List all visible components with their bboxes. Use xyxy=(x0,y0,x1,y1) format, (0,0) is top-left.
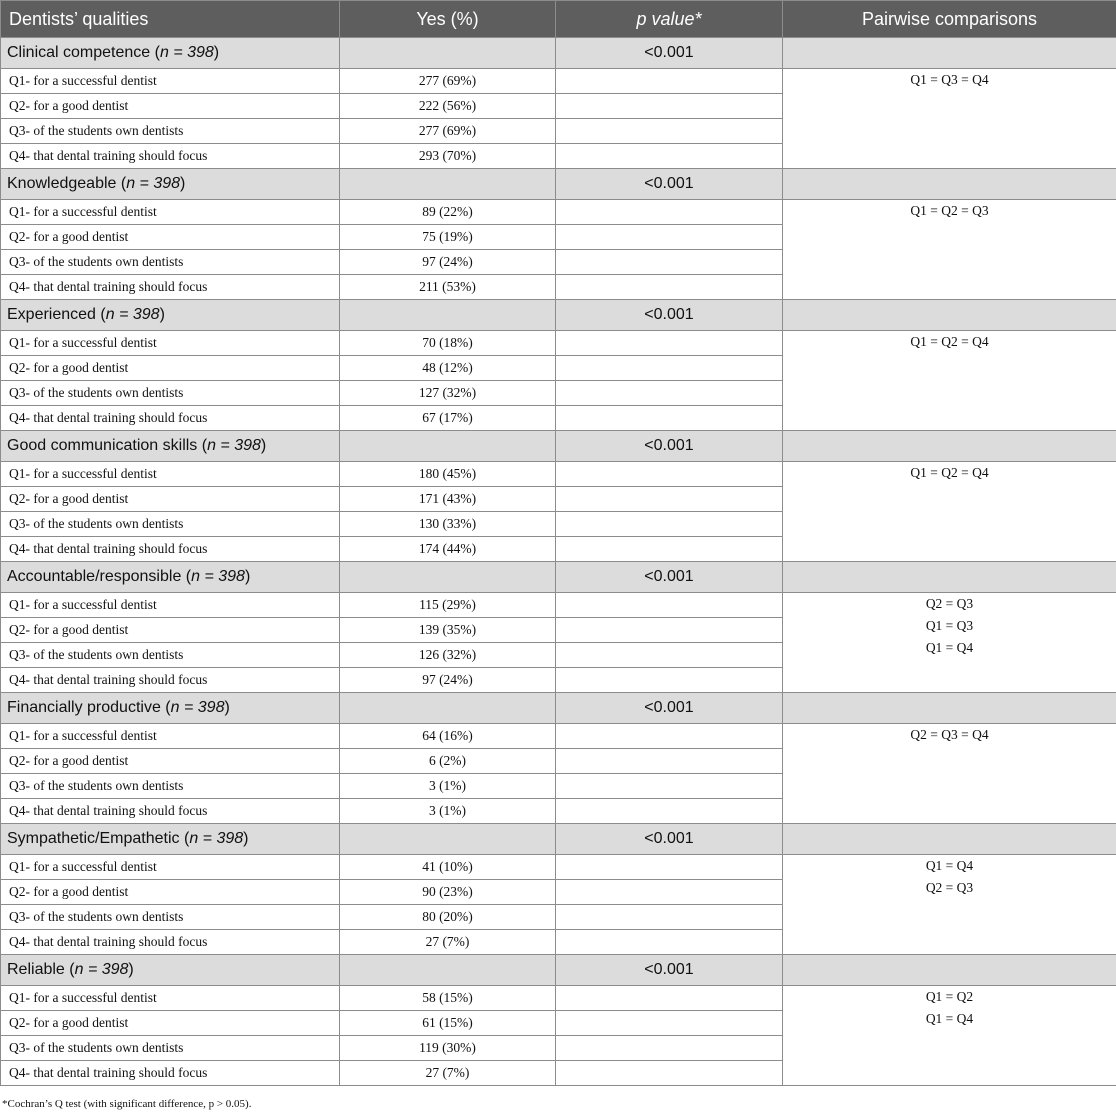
pairwise-cell xyxy=(783,69,1116,169)
yes-value: 130 (33%) xyxy=(340,512,556,537)
yes-value: 3 (1%) xyxy=(340,774,556,799)
pairwise-cell xyxy=(783,331,1116,431)
yes-value: 277 (69%) xyxy=(340,119,556,144)
yes-value: 119 (30%) xyxy=(340,1036,556,1061)
question-label: Q2- for a good dentist xyxy=(1,749,340,774)
p-value-cell xyxy=(556,275,783,300)
question-label: Q4- that dental training should focus xyxy=(1,1061,340,1086)
yes-value: 89 (22%) xyxy=(340,200,556,225)
pairwise-line: Q1 = Q2 = Q4 xyxy=(910,465,989,480)
group-label: Sympathetic/Empathetic (n = 398) xyxy=(1,824,340,855)
p-value-cell xyxy=(556,1061,783,1086)
footnote: *Cochran’s Q test (with significant difference, p > 0.05). xyxy=(2,1098,252,1110)
group-p-value: <0.001 xyxy=(556,824,783,855)
group-row xyxy=(1,824,1116,855)
question-label: Q3- of the students own dentists xyxy=(1,643,340,668)
question-label: Q3- of the students own dentists xyxy=(1,381,340,406)
group-row xyxy=(1,562,1116,593)
yes-value: 41 (10%) xyxy=(340,855,556,880)
group-yes-empty xyxy=(340,169,556,200)
yes-value: 70 (18%) xyxy=(340,331,556,356)
group-pairwise-empty xyxy=(783,562,1116,593)
yes-value: 58 (15%) xyxy=(340,986,556,1011)
group-row xyxy=(1,955,1116,986)
group-n: n = 398 xyxy=(170,699,225,716)
group-n: n = 398 xyxy=(74,961,129,978)
question-label: Q1- for a successful dentist xyxy=(1,593,340,618)
group-n: n = 398 xyxy=(191,568,245,585)
p-value-cell xyxy=(556,331,783,356)
yes-value: 80 (20%) xyxy=(340,905,556,930)
p-value-cell xyxy=(556,225,783,250)
pairwise-line: Q1 = Q4 xyxy=(925,1011,974,1026)
group-p-value: <0.001 xyxy=(556,693,783,724)
group-p-value: <0.001 xyxy=(556,38,783,69)
question-label: Q1- for a successful dentist xyxy=(1,69,340,94)
group-p-value: <0.001 xyxy=(556,169,783,200)
p-value-cell xyxy=(556,250,783,275)
p-value-cell xyxy=(556,749,783,774)
group-n: n = 398 xyxy=(207,437,261,454)
group-n: n = 398 xyxy=(159,44,214,61)
group-name: Sympathetic/Empathetic xyxy=(7,830,180,847)
p-value-cell xyxy=(556,406,783,431)
p-value-cell xyxy=(556,512,783,537)
question-label: Q4- that dental training should focus xyxy=(1,668,340,693)
group-name: Accountable/responsible xyxy=(7,568,182,585)
group-label: Good communication skills (n = 398) xyxy=(1,431,340,462)
group-row xyxy=(1,38,1116,69)
p-value-cell xyxy=(556,643,783,668)
yes-value: 64 (16%) xyxy=(340,724,556,749)
question-label: Q3- of the students own dentists xyxy=(1,1036,340,1061)
p-value-cell xyxy=(556,905,783,930)
pairwise-cell xyxy=(783,724,1116,824)
group-pairwise-empty xyxy=(783,38,1116,69)
yes-value: 67 (17%) xyxy=(340,406,556,431)
group-p-value: <0.001 xyxy=(556,562,783,593)
pairwise-line: Q1 = Q2 = Q4 xyxy=(910,334,989,349)
yes-value: 127 (32%) xyxy=(340,381,556,406)
group-pairwise-empty xyxy=(783,955,1116,986)
p-value-cell xyxy=(556,668,783,693)
question-label: Q1- for a successful dentist xyxy=(1,986,340,1011)
p-value-cell xyxy=(556,593,783,618)
question-label: Q1- for a successful dentist xyxy=(1,462,340,487)
pairwise-cell xyxy=(783,593,1116,693)
p-value-cell xyxy=(556,1036,783,1061)
p-value-cell xyxy=(556,119,783,144)
p-value-cell xyxy=(556,618,783,643)
question-label: Q1- for a successful dentist xyxy=(1,855,340,880)
pairwise-cell xyxy=(783,462,1116,562)
group-row xyxy=(1,169,1116,200)
p-value-cell xyxy=(556,930,783,955)
table-body xyxy=(1,38,1116,1086)
group-yes-empty xyxy=(340,38,556,69)
table-row xyxy=(1,855,1116,880)
header-pairwise: Pairwise comparisons xyxy=(783,1,1116,38)
group-n: n = 398 xyxy=(126,175,181,192)
header-p-value: p value* xyxy=(556,1,783,38)
group-yes-empty xyxy=(340,562,556,593)
question-label: Q2- for a good dentist xyxy=(1,356,340,381)
question-label: Q4- that dental training should focus xyxy=(1,799,340,824)
group-name: Experienced xyxy=(7,306,96,323)
yes-value: 27 (7%) xyxy=(340,1061,556,1086)
yes-value: 126 (32%) xyxy=(340,643,556,668)
table-row xyxy=(1,593,1116,618)
group-row xyxy=(1,431,1116,462)
group-label: Knowledgeable (n = 398) xyxy=(1,169,340,200)
question-label: Q2- for a good dentist xyxy=(1,1011,340,1036)
p-value-cell xyxy=(556,880,783,905)
p-value-cell xyxy=(556,381,783,406)
p-value-cell xyxy=(556,986,783,1011)
table-row xyxy=(1,69,1116,94)
pairwise-line: Q1 = Q3 = Q4 xyxy=(910,72,989,87)
group-p-value: <0.001 xyxy=(556,431,783,462)
group-pairwise-empty xyxy=(783,169,1116,200)
pairwise-line: Q1 = Q2 xyxy=(925,989,974,1004)
group-yes-empty xyxy=(340,955,556,986)
question-label: Q2- for a good dentist xyxy=(1,94,340,119)
question-label: Q3- of the students own dentists xyxy=(1,250,340,275)
group-label: Financially productive (n = 398) xyxy=(1,693,340,724)
p-value-cell xyxy=(556,1011,783,1036)
question-label: Q3- of the students own dentists xyxy=(1,512,340,537)
p-value-cell xyxy=(556,69,783,94)
pairwise-line: Q2 = Q3 = Q4 xyxy=(910,727,989,742)
yes-value: 75 (19%) xyxy=(340,225,556,250)
group-n: n = 398 xyxy=(189,830,244,847)
group-name: Financially productive xyxy=(7,699,161,716)
yes-value: 293 (70%) xyxy=(340,144,556,169)
p-value-cell xyxy=(556,356,783,381)
p-value-cell xyxy=(556,799,783,824)
group-yes-empty xyxy=(340,824,556,855)
group-pairwise-empty xyxy=(783,300,1116,331)
header-qualities: Dentists’ qualities xyxy=(1,1,340,38)
pairwise-cell xyxy=(783,200,1116,300)
question-label: Q3- of the students own dentists xyxy=(1,905,340,930)
yes-value: 61 (15%) xyxy=(340,1011,556,1036)
yes-value: 97 (24%) xyxy=(340,250,556,275)
group-pairwise-empty xyxy=(783,693,1116,724)
group-label: Accountable/responsible (n = 398) xyxy=(1,562,340,593)
question-label: Q4- that dental training should focus xyxy=(1,406,340,431)
table-row xyxy=(1,986,1116,1011)
question-label: Q3- of the students own dentists xyxy=(1,774,340,799)
question-label: Q2- for a good dentist xyxy=(1,487,340,512)
yes-value: 171 (43%) xyxy=(340,487,556,512)
yes-value: 277 (69%) xyxy=(340,69,556,94)
group-label: Experienced (n = 398) xyxy=(1,300,340,331)
group-yes-empty xyxy=(340,693,556,724)
p-value-cell xyxy=(556,774,783,799)
p-value-cell xyxy=(556,144,783,169)
p-value-cell xyxy=(556,94,783,119)
group-pairwise-empty xyxy=(783,431,1116,462)
table-row xyxy=(1,724,1116,749)
group-yes-empty xyxy=(340,431,556,462)
pairwise-line: Q2 = Q3 xyxy=(925,880,974,895)
p-value-cell xyxy=(556,487,783,512)
question-label: Q1- for a successful dentist xyxy=(1,724,340,749)
group-row xyxy=(1,300,1116,331)
question-label: Q2- for a good dentist xyxy=(1,225,340,250)
table-row xyxy=(1,331,1116,356)
question-label: Q3- of the students own dentists xyxy=(1,119,340,144)
group-pairwise-empty xyxy=(783,824,1116,855)
table-row xyxy=(1,200,1116,225)
p-value-cell xyxy=(556,537,783,562)
question-label: Q4- that dental training should focus xyxy=(1,144,340,169)
question-label: Q1- for a successful dentist xyxy=(1,200,340,225)
header-yes: Yes (%) xyxy=(340,1,556,38)
group-label: Clinical competence (n = 398) xyxy=(1,38,340,69)
yes-value: 115 (29%) xyxy=(340,593,556,618)
group-name: Reliable xyxy=(7,961,65,978)
yes-value: 180 (45%) xyxy=(340,462,556,487)
p-value-cell xyxy=(556,855,783,880)
yes-value: 3 (1%) xyxy=(340,799,556,824)
group-row xyxy=(1,693,1116,724)
yes-value: 222 (56%) xyxy=(340,94,556,119)
question-label: Q4- that dental training should focus xyxy=(1,930,340,955)
table-row xyxy=(1,462,1116,487)
p-value-cell xyxy=(556,724,783,749)
group-label: Reliable (n = 398) xyxy=(1,955,340,986)
group-name: Clinical competence xyxy=(7,44,151,61)
yes-value: 27 (7%) xyxy=(340,930,556,955)
pairwise-line: Q1 = Q3 xyxy=(925,618,974,633)
group-p-value: <0.001 xyxy=(556,300,783,331)
p-value-cell xyxy=(556,200,783,225)
p-value-cell xyxy=(556,462,783,487)
group-yes-empty xyxy=(340,300,556,331)
yes-value: 90 (23%) xyxy=(340,880,556,905)
pairwise-cell xyxy=(783,986,1116,1086)
question-label: Q1- for a successful dentist xyxy=(1,331,340,356)
yes-value: 174 (44%) xyxy=(340,537,556,562)
pairwise-line: Q1 = Q2 = Q3 xyxy=(910,203,989,218)
pairwise-line: Q1 = Q4 xyxy=(925,640,974,655)
yes-value: 139 (35%) xyxy=(340,618,556,643)
group-name: Good communication skills xyxy=(7,437,198,454)
yes-value: 48 (12%) xyxy=(340,356,556,381)
yes-value: 97 (24%) xyxy=(340,668,556,693)
yes-value: 211 (53%) xyxy=(340,275,556,300)
pairwise-cell xyxy=(783,855,1116,955)
question-label: Q4- that dental training should focus xyxy=(1,537,340,562)
group-n: n = 398 xyxy=(105,306,160,323)
question-label: Q4- that dental training should focus xyxy=(1,275,340,300)
pairwise-line: Q2 = Q3 xyxy=(925,596,974,611)
question-label: Q2- for a good dentist xyxy=(1,880,340,905)
header-row xyxy=(1,1,1116,38)
yes-value: 6 (2%) xyxy=(340,749,556,774)
group-name: Knowledgeable xyxy=(7,175,117,192)
group-p-value: <0.001 xyxy=(556,955,783,986)
pairwise-line: Q1 = Q4 xyxy=(925,858,974,873)
question-label: Q2- for a good dentist xyxy=(1,618,340,643)
